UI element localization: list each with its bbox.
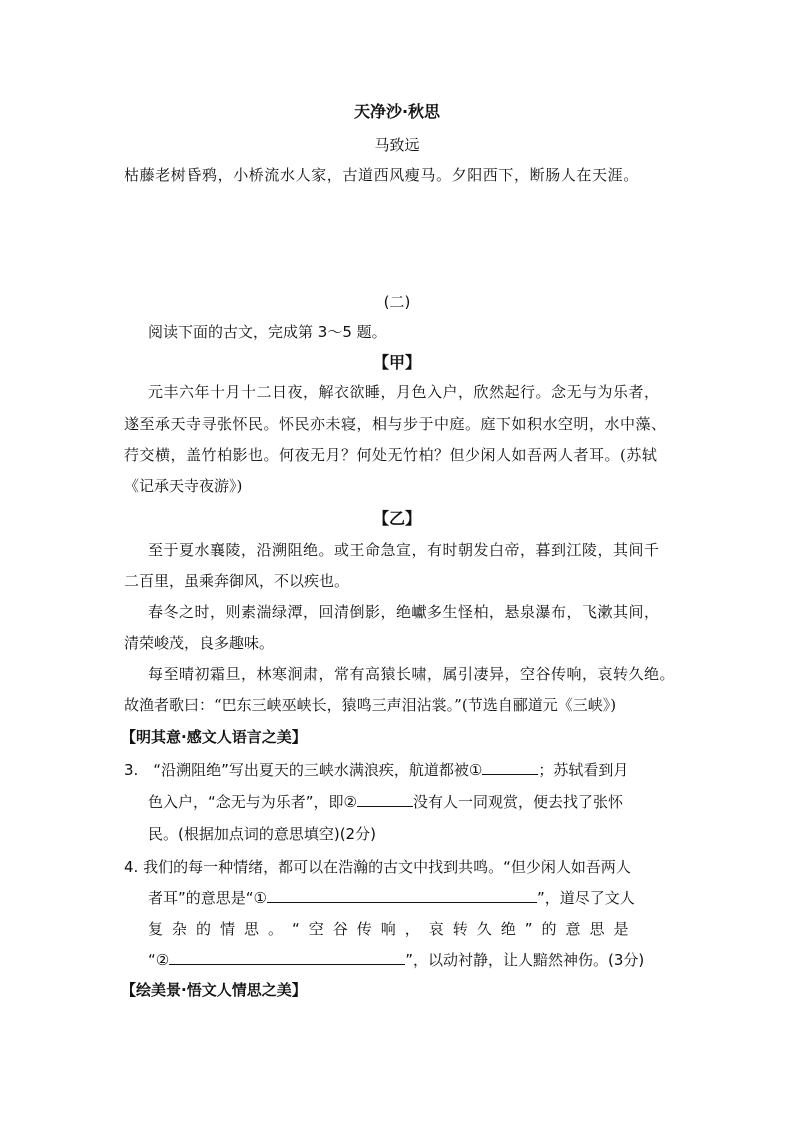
part2-heading: 【绘美景·悟文人情思之美】 [121,981,307,999]
yi-line-1: 至于夏水襄陵，沿溯阻绝。或王命急宣，有时朝发白帝，暮到江陵，其间千 [148,541,660,559]
q3-line-1 [124,759,628,781]
q3-blank-1[interactable] [482,760,538,775]
jia-line-2: 遂至承天寺寻张怀民。怀民亦未寝，相与步于中庭。庭下如积水空明，水中藻、 [124,415,667,433]
poem-text: 枯藤老树昏鸦，小桥流水人家，古道西风瘦马。夕阳西下，断肠人在天涯。 [124,166,639,184]
q3-text-d: 没有人一同观赏，便去找了张怀 [413,793,624,811]
section-number: (二) [383,293,411,311]
jia-line-1: 元丰六年十月十二日夜，解衣欲睡，月色入户，欣然起行。念无与为乐者， [148,383,660,401]
section-instruction: 阅读下面的古文，完成第 3～5 题。 [148,323,387,341]
q4-text-a: 者耳”的意思是“① [148,889,267,907]
q3-line-2 [148,791,623,813]
yi-line-5: 每至晴初霜旦，林寒涧肃，常有高猿长啸，属引凄异，空谷传响，哀转久绝。 [148,665,676,683]
part1-heading: 【明其意·感文人语言之美】 [121,728,307,746]
poem-author: 马致远 [374,136,420,154]
q4-line-1: 4. 我们的每一种情绪，都可以在浩瀚的古文中找到共鸣。“但少闲人如吾两人 [124,858,631,876]
q3-blank-2[interactable] [357,792,413,807]
yi-line-3: 春冬之时，则素湍绿潭，回清倒影，绝巘多生怪柏，悬泉瀑布，飞漱其间， [148,603,660,621]
q4-line-4 [148,949,644,971]
q4-text-d: ”，以动衬静，让人黯然神伤。(3分) [405,951,645,969]
q3-line-3: 民。(根据加点词的意思填空)(2分) [148,825,376,843]
jia-line-4: 《记承天寺夜游》) [124,477,243,495]
yi-line-6: 故渔者歌曰：“巴东三峡巫峡长，猿鸣三声泪沾裳。”(节选自郦道元《三峡》) [124,696,617,714]
poem-title: 天净沙·秋思 [353,102,441,121]
q3-text-a: 3. “沿溯阻绝”写出夏天的三峡水满浪疾，航道都被① [124,761,483,779]
jia-line-3: 荇交横，盖竹柏影也。何夜无月？何处无竹柏？但少闲人如吾两人者耳。(苏轼 [124,446,658,464]
q4-text-c: “② [148,951,170,969]
yi-line-2: 二百里，虽乘奔御风，不以疾也。 [124,572,350,590]
yi-line-4: 清荣峻茂，良多趣味。 [124,634,275,652]
q4-blank-2[interactable] [169,950,405,965]
yi-heading: 【乙】 [372,509,421,528]
q4-line-3: 复杂的情思。“空谷传响，哀转久绝”的意思是 [148,920,638,938]
q4-line-2 [148,887,635,909]
jia-heading: 【甲】 [372,353,421,372]
q4-blank-1[interactable] [267,888,537,903]
q4-text-b: ”，道尽了文人 [537,889,635,907]
q3-text-b: ；苏轼看到月 [538,761,629,779]
q3-text-c: 色入户，“念无与为乐者”，即② [148,793,357,811]
